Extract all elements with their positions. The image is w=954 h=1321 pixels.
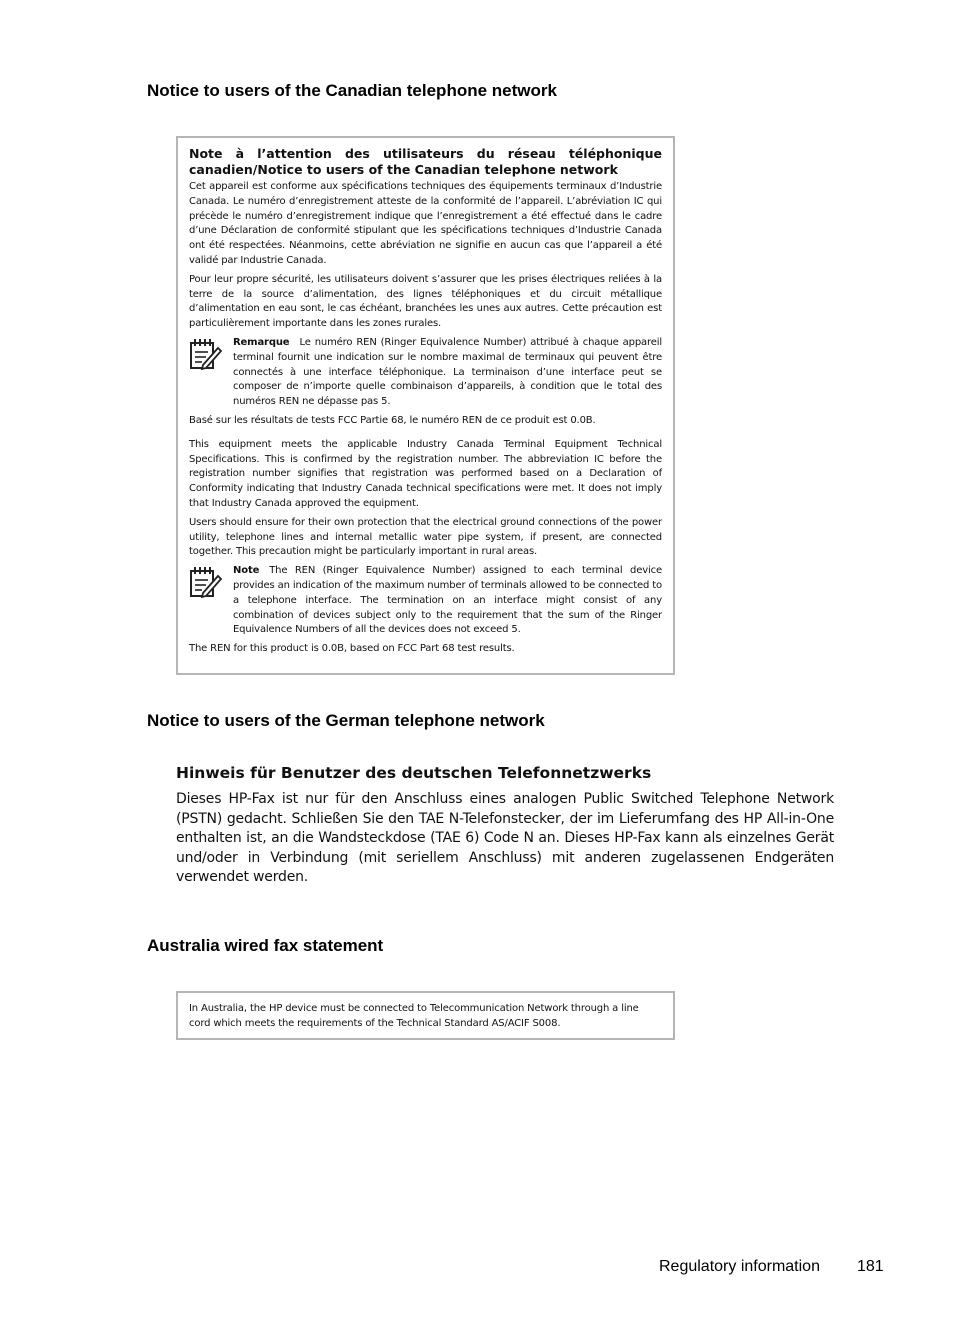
canadian-para-en-2: Users should ensure for their own protection that the electrical ground connections of the power utility, telephone lines and internal metallic water pipe system, if present, are connected together. This precaution might be particularly important in rural areas. xyxy=(189,516,662,558)
remarque-label: Remarque xyxy=(233,336,290,348)
canadian-para-fr-2: Pour leur propre sécurité, les utilisateurs doivent s’assurer que les prises électriques reliées à la terre de la source d’alimentation, des lignes téléphoniques et du circuit métallique d’alimentation en eau sont, le cas échéant, branchées les unes aux autres. Cette précaution est particulièrement importante dans les zones rurales. xyxy=(189,273,662,330)
note-text: The REN (Ringer Equivalence Number) assigned to each terminal device provides an indication of the maximum number of terminals allowed to be connected to a telephone interface. The termination on an interface might consist of any combination of devices subject only to the requirement that the sum of the Ringer Equivalence Numbers of all the devices does not exceed 5. xyxy=(233,565,662,636)
australia-statement-heading: Australia wired fax statement xyxy=(147,936,384,955)
german-notice-title: Hinweis für Benutzer des deutschen Telefonnetzwerks xyxy=(176,764,652,782)
german-notice-block xyxy=(176,762,834,888)
canadian-notice-heading: Notice to users of the Canadian telephone network xyxy=(147,81,557,100)
australia-statement-box xyxy=(176,991,675,1040)
remarque-note-block xyxy=(189,336,662,410)
note-pad-icon xyxy=(189,565,222,599)
footer-section-label: Regulatory information xyxy=(659,1258,820,1275)
german-notice-heading: Notice to users of the German telephone network xyxy=(147,711,545,730)
note-label: Note xyxy=(233,565,260,577)
page-number: 181 xyxy=(857,1258,884,1275)
canadian-para-fr-1: Cet appareil est conforme aux spécifications techniques des équipements terminaux d’Industrie Canada. Le numéro d’enregistrement atteste de la conformité de l’appareil. L’abréviation IC qui précède le numéro d’enregistrement indique que l’enregistrement a été effectué dans le cadre d’une Déclaration de conformité stipulant que les spécifications techniques d’Industrie Canada ont été respectées. Néanmoins, cette abréviation ne signifie en aucun cas que l’appareil a été validé par Industrie Canada. xyxy=(189,181,662,266)
canadian-para-fr-3: Basé sur les résultats de tests FCC Partie 68, le numéro REN de ce produit est 0.0B. xyxy=(189,414,596,426)
canadian-para-en-3: The REN for this product is 0.0B, based on FCC Part 68 test results. xyxy=(189,643,515,655)
canadian-notice-box xyxy=(176,136,675,675)
australia-statement-text: In Australia, the HP device must be connected to Telecommunication Network through a line cord which meets the requirements of the Technical Standard AS/ACIF S008. xyxy=(189,1003,639,1029)
canadian-para-en-1: This equipment meets the applicable Industry Canada Terminal Equipment Technical Specifications. This is confirmed by the registration number. The abbreviation IC before the registration number signifies that registration was performed based on a Declaration of Conformity indicating that Industry Canada technical specifications were met. It does not imply that Industry Canada approved the equipment. xyxy=(189,438,662,509)
german-notice-text: Dieses HP-Fax ist nur für den Anschluss eines analogen Public Switched Telephone Network (PSTN) gedacht. Schließen Sie den TAE N-Telefonstecker, der im Lieferumfang des HP All-in-One enthalten ist, an die Wandsteckdose (TAE 6) Code N an. Dieses HP-Fax kann als einzelnes Gerät und/oder in Verbindung (mit seriellem Anschluss) mit anderen zugelassenen Endgeräten verwendet werden. xyxy=(176,791,834,886)
note-pad-icon xyxy=(189,337,222,371)
remarque-text: Le numéro REN (Ringer Equivalence Number) attribué à chaque appareil terminal fournit une indication sur le nombre maximal de terminaux qui peuvent être connectés à une interface téléphonique. La terminaison d’une interface peut se composer de n’importe quelle combinaison d’appareils, à condition que le total des numéros REN ne dépasse pas 5. xyxy=(233,336,662,408)
note-block xyxy=(189,564,662,638)
canadian-notice-title: Note à l’attention des utilisateurs du réseau téléphonique canadien/Notice to users of the Canadian telephone network xyxy=(189,146,662,177)
